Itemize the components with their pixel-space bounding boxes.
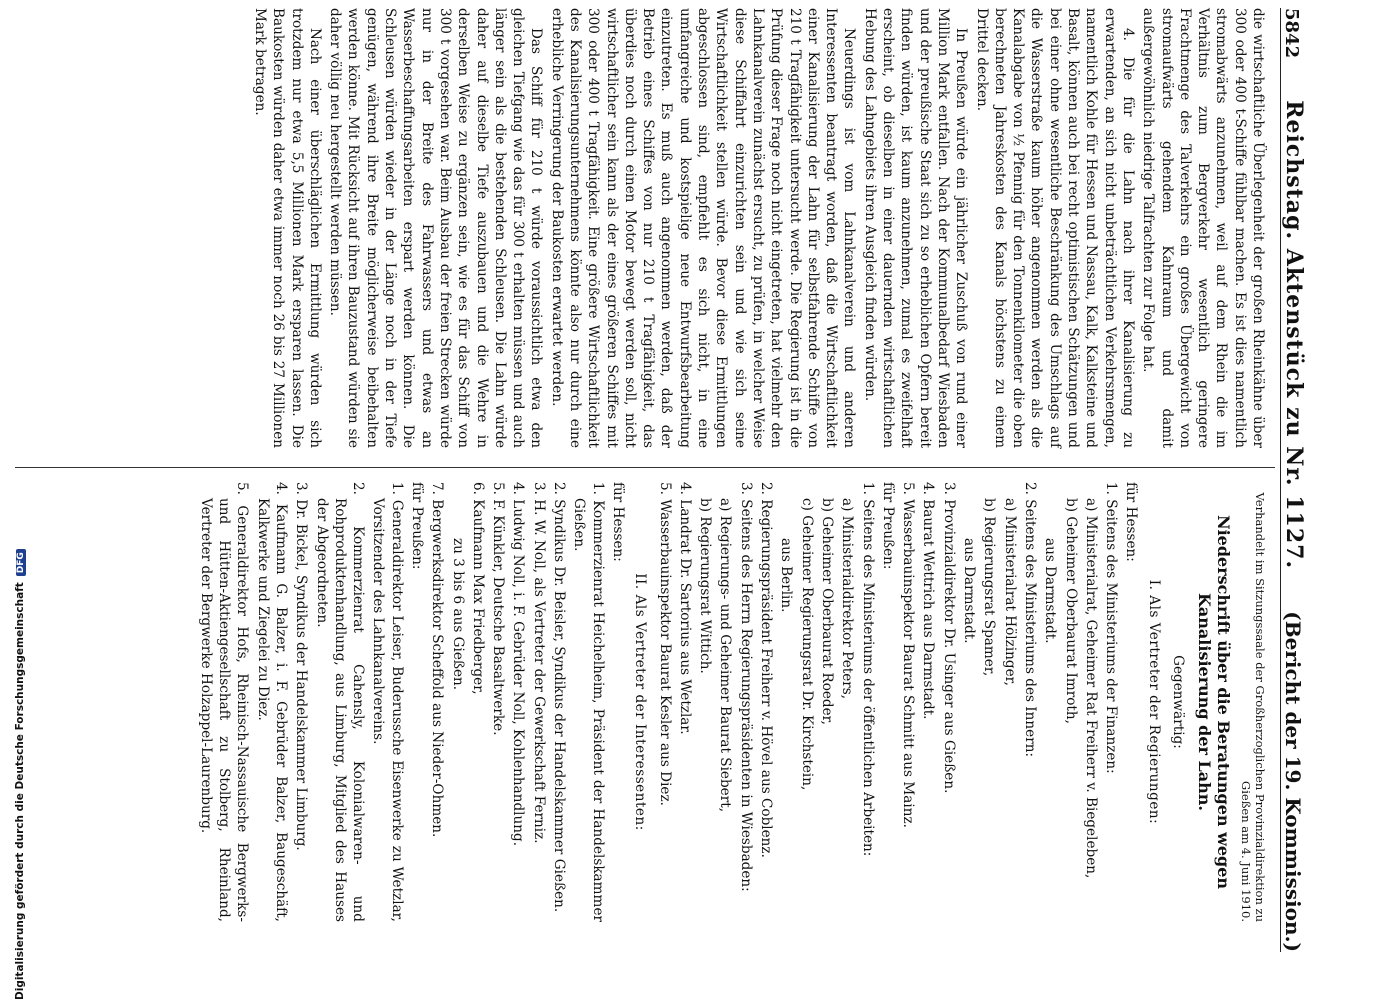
list-subitem: a) Ministerialdirektor Peters, (839, 498, 856, 700)
paragraph: Neuerdings ist vom Lahnkanalverein und anderen Interessenten beantragt worden, daß die Wirtschaftlichkeit einer Kanalisierung der Lahn für selbstfahrende Schiffe von 210 t Tragfähigkeit untersucht werde. Die Regierung ist in die Prüfung dieser Frage noch nicht eingetreten, hat vielmehr den Lahnkanalverein zunächst ersucht, zu prüfen, in welcher Weise diese Schiffahrt einzurichten sein und wie sich seine Wirtschaftlichkeit stellen würde. Bevor diese Ermittlungen abgeschlossen sind, empfiehlt es sich nicht, in eine umfangreiche und kostspielige neue Entwurfsbearbeitung einzutreten. Es muß auch angenommen werden, daß der Betrieb eines Schiffes von nur 210 t Tragfähigkeit, das überdies noch durch einen Motor bewegt werden soll, nicht wirtschaftlicher sein kann als der eines größeren Schiffes mit 300 oder 400 t Tragfähigkeit. Eine größere Wirtschaftlichkeit des Kanalisierungsunternehmens könnte also nur durch eine erhebliche Verringerung der Baukosten erwartet werden. (548, 8, 858, 448)
list-item: 1. Seitens des Ministeriums der Finanzen: (1103, 482, 1120, 774)
list-subitem: b) Geheimer Oberbaurat Roeder, (818, 498, 835, 726)
list-item: 2. Seitens des Ministeriums des Innern: (1021, 482, 1038, 758)
page-number: 5842 (1281, 8, 1302, 59)
list-item: 1. Seitens des Ministeriums der öffentlichen Arbeiten: (859, 482, 876, 857)
list-subitem: aus Berlin. (778, 538, 795, 613)
list-item: 5. Wasserbauinspektor Baurat Kesler aus Diez. (656, 482, 673, 806)
list-subitem: a) Regierungs- und Geheimer Baurat Siebert, (717, 498, 734, 813)
list-subitem: a) Ministerialrat, Geheimer Rat Freiherr v. Biegeleben, (1082, 498, 1099, 879)
right-column (17, 482, 1267, 922)
list-item: 4. Kaufmann G. Balzer, i. F. Gebrüder Balzer, Baugeschäft, Kalkwerke und Ziegelei zu Diez. (254, 482, 289, 922)
column-divider (15, 467, 1275, 468)
document-title: Niederschrift über die Beratungen wegen Kanalisierung der Lahn. (1195, 514, 1233, 890)
digitization-credit (14, 0, 34, 1000)
paragraph: 4. Die für die Lahn nach ihrer Kanalisierung zu erwartenden, an sich nicht unbeträchtlichen Verkehrsmengen, namentlich Kohle für Hessen und Nassau, Kalk, Kalksteine und Basalt, können auch bei recht optimistischen Schätzungen und bei einer ohne wesentliche Beschränkung des Umschlags auf die Wasserstraße kaum höher angenommen werden als die Kanalabgabe von ½ Pfennig für den Tonnenkilometer die oben berechneten Jahreskosten des Kanals höchstens zu einem Drittel decken. (973, 8, 1136, 448)
list-item: 3. H. W. Noll, als Vertreter der Gewerkschaft Ferniz. (530, 482, 547, 844)
list-item: 3. Dr. Bickel, Syndikus der Handelskammer Limburg. (293, 482, 310, 851)
list-subitem: b) Regierungsrat Wittich. (697, 498, 714, 674)
state-label: für Preußen: (409, 482, 426, 570)
list-item: 6. Kaufmann Max Friedberger, (469, 482, 486, 695)
credit-text: Digitalisierung gefördert durch die Deutsche Forschungsgemeinschaft (14, 582, 26, 1000)
list-item: 7. Bergwerksdirektor Scheffold aus Nieder-Ohmen. (429, 482, 446, 838)
place-note: Verhandelt im Sitzungssaale der Großherzoglichen Provinzialdirektion zu Gießen am 4. Juni 1910. (1239, 492, 1267, 922)
list-item: 2. Regierungspräsident Freiherr v. Hövel aus Coblenz. (758, 482, 775, 858)
document-page (5, 0, 1325, 960)
list-item: 5. F. Künkler, Deutsche Basaltwerke. (490, 482, 507, 736)
list-item: 4. Ludwig Noll, i. F. Gebrüder Noll, Kohlenhandlung. (510, 482, 527, 847)
dfg-logo: DFG (16, 549, 26, 576)
paragraph: Das Schiff für 210 t würde voraussichtlich etwa den gleichen Tiefgang wie das für 300 t erhalten müssen und auch länger sein als die bestehenden Schleusen. Die Lahn würde daher auf dieselbe Tiefe auszubauen und die Wehre in derselben Weise zu ergänzen sein, wie es für das Schiff von 300 t vorgesehen war. Beim Ausbau der freien Strecken würde nur in der Breite des Fahrwassers und etwas an Wasserbeschaffungsarbeiten erspart werden können. Die Schleusen würden wieder in der Länge noch in der Tiefe genügen, während ihre Breite möglicherweise beibehalten werden könne. Mit Rücksicht auf ihren Bauzustand würden sie daher völlig neu hergestellt werden müssen. (327, 8, 545, 448)
header-title: Reichstag. Aktenstück zu Nr. 1127. (1281, 100, 1307, 570)
list-subitem: aus Darmstadt. (1042, 538, 1059, 644)
section-heading: II. Als Vertreter der Interessenten: (632, 573, 649, 831)
state-label: für Hessen: (609, 482, 626, 562)
list-item: 2. Syndikus Dr. Beisler, Syndikus der Handelskammer Gießen. (551, 482, 568, 913)
list-subitem: b) Regierungsrat Spamer, (981, 498, 998, 677)
list-item: 4. Landrat Dr. Sartorius aus Wetzlar. (676, 482, 693, 735)
list-item: 4. Baurat Wettrich aus Darmstadt. (920, 482, 937, 720)
list-item: 3. Provinzialdirektor Dr. Usinger aus Gießen. (940, 482, 957, 794)
paragraph: In Preußen würde ein jährlicher Zuschuß von rund einer Million Mark entfallen. Nach der Kommunalbedarf Wiesbaden und der preußische Staat sich zu so erheblichen Opfern bereit finden würden, ist kaum anzunehmen, zumal es zweifelhaft erscheint, ob dieselben in einer dauernden wirtschaftlichen Hebung des Lahngebiets ihren Ausgleich finden würden. (861, 8, 970, 448)
list-subitem: c) Geheimer Regierungsrat Dr. Kirchstein, (798, 498, 815, 791)
list-subitem: a) Ministerialrat Hölzinger, (1001, 498, 1018, 686)
list-item: 5. Generaldirektor Hofs, Rheinisch-Nassauische Bergwerks- und Hütten-Aktiengesellschaft zu Stolberg, Rheinland, Vertreter der Bergwerke Holzappel-Laurenburg. (197, 482, 251, 922)
present-label: Gegenwärtig: (1170, 655, 1186, 749)
paragraph: Nach einer überschläglichen Ermittlung würden sich trotzdem nur etwa 5,5 Millionen Mark ersparen lassen. Die Baukosten würden daher etwa immer noch 26 bis 27 Millionen Mark betragen. (251, 8, 323, 448)
list-subitem: zu 3 bis 6 aus Gießen. (449, 538, 466, 691)
list-item: 1. Kommerzienrat Heichelheim, Präsident der Handelskammer Gießen. (571, 482, 606, 922)
state-label: für Hessen: (1123, 482, 1140, 562)
page-header (1280, 8, 1325, 952)
list-item: 3. Seitens des Herrn Regierungspräsidenten in Wiesbaden: (737, 482, 754, 892)
header-report: (Bericht der 19. Kommission.) (1281, 611, 1305, 952)
paragraph: die wirtschaftliche Überlegenheit der großen Rheinkähne über 300 oder 400 t-Schiffe fühlbar machen. Es ist dies namentlich stromabwärts anzunehmen, weil auf dem Rhein die im Verhältnis zum Bergverkehr wesentlich geringere Frachtmenge des Talverkehrs ein großes Übergewicht von stromaufwärts gehendem Kahnraum und damit außergewöhnlich niedrige Talfrachten zur Folge hat. (1140, 8, 1266, 448)
state-label: für Preußen: (879, 482, 896, 570)
section-heading: I. Als Vertreter der Regierungen: (1145, 579, 1162, 825)
list-item: 1. Generaldirektor Leiser, Buderussche Eisenwerke zu Wetzlar, Vorsitzender des Lahnkanalvereins. (370, 482, 405, 922)
left-column (17, 8, 1267, 448)
list-subitem: b) Geheimer Oberbaurat Imroth, (1062, 498, 1079, 724)
list-subitem: aus Darmstadt. (961, 538, 978, 644)
list-item: 2. Kommerzienrat Cahensly, Kolonialwaren- und Rohproduktenhandlung, aus Limburg, Mitglied des Hauses der Abgeordneten. (313, 482, 367, 922)
list-item: 5. Wasserbauinspektor Baurat Schmitt aus Mainz. (900, 482, 917, 828)
